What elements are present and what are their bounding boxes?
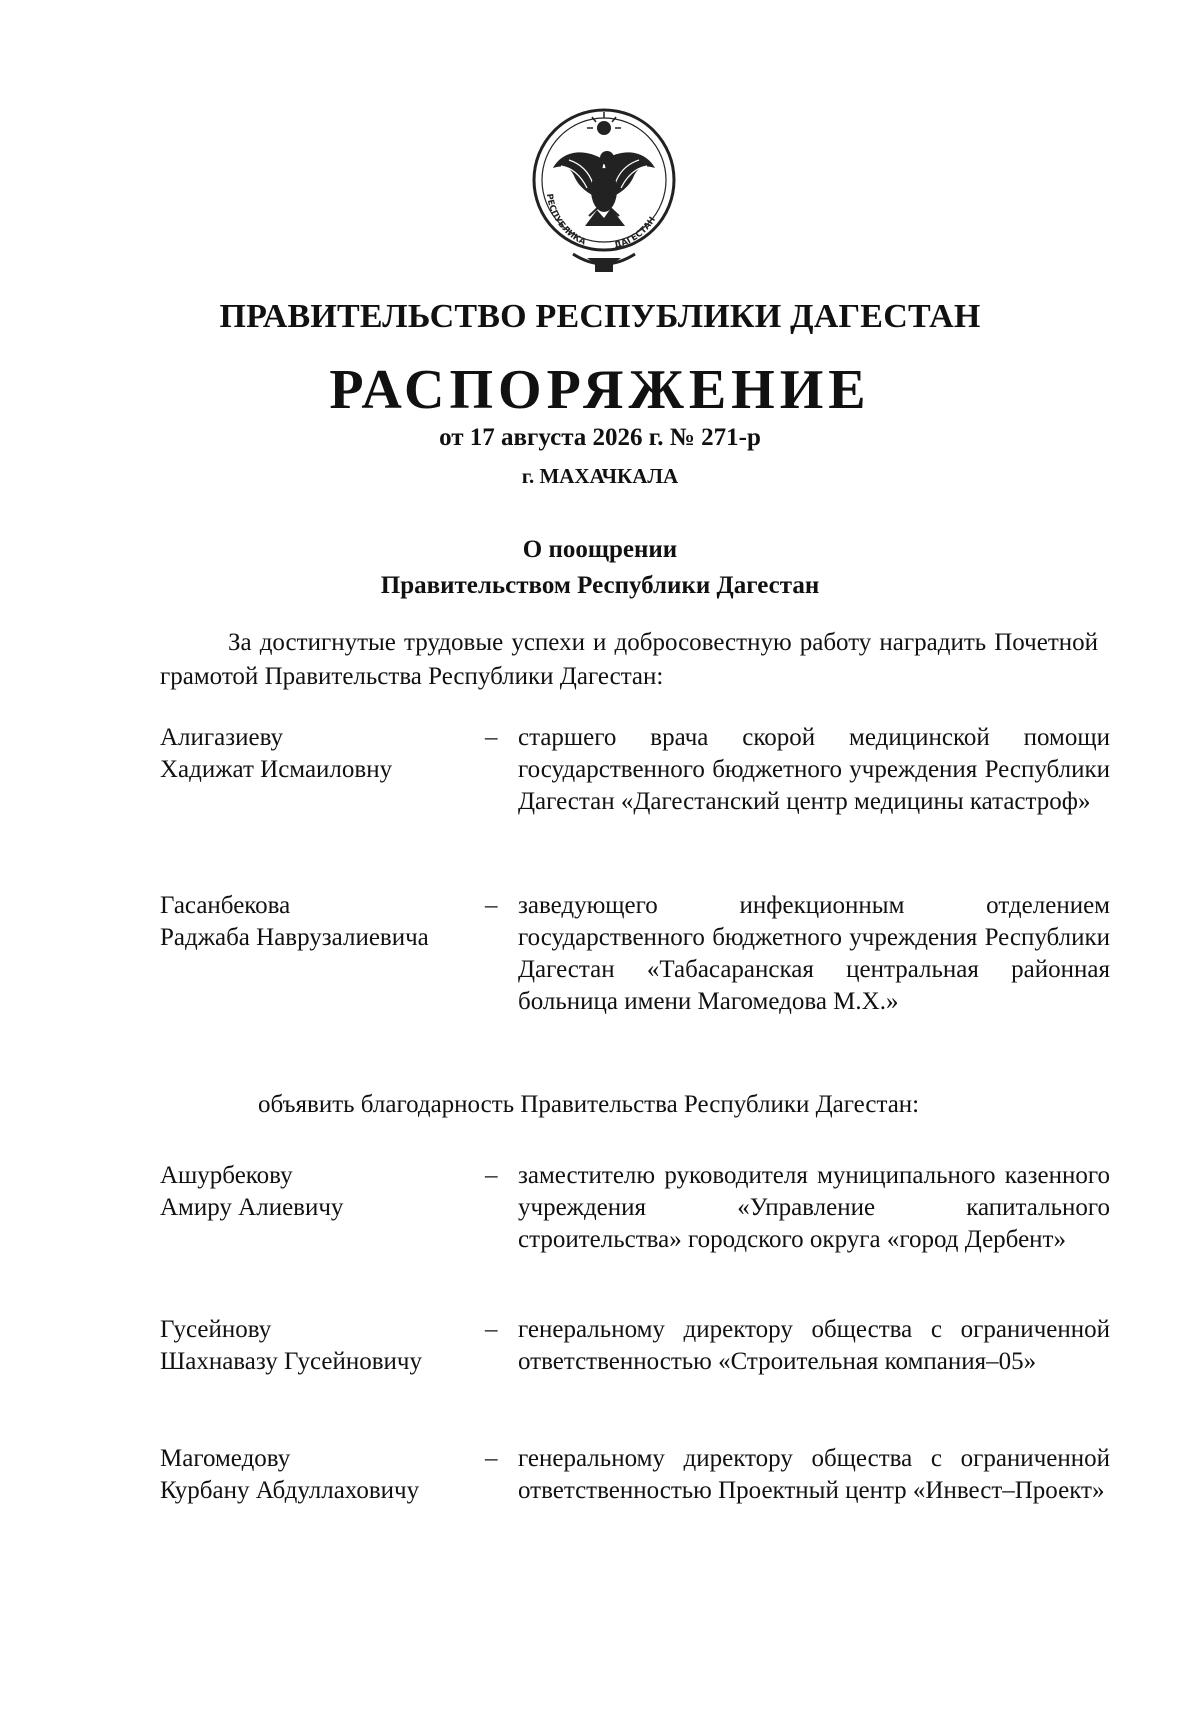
city: г. МАХАЧКАЛА [521, 464, 679, 488]
date-and-number: от 17 августа 2026 г. № 271-р [439, 424, 761, 451]
given-names: Курбану Абдуллаховичу [160, 1477, 420, 1504]
position-description: заместителю руководителя муниципального казенного учреждения «Управление капитального строительства» городского округа «город Дербент» [518, 1162, 1110, 1253]
emblem-text-right: ДАГЕСТАН [613, 215, 658, 252]
surname: Магомедову [160, 1445, 291, 1472]
thanked-name [160, 1160, 490, 1224]
surname: Ашурбекову [160, 1162, 293, 1189]
given-names: Шахнавазу Гусейновичу [160, 1348, 422, 1375]
dash: – [485, 724, 498, 751]
given-names: Амиру Алиевичу [160, 1194, 344, 1221]
government-title: ПРАВИТЕЛЬСТВО РЕСПУБЛИКИ ДАГЕСТАН [219, 298, 981, 335]
thanked-name [160, 1443, 490, 1507]
awardee-name [160, 722, 490, 786]
awardee-name [160, 890, 490, 954]
surname: Алигазиеву [160, 724, 284, 751]
surname: Гусейнову [160, 1316, 272, 1343]
dash: – [485, 1162, 498, 1189]
thanks-paragraph: объявить благодарность Правительства Республики Дагестан: [258, 1091, 920, 1118]
position-description: старшего врача скорой медицинской помощи государственного бюджетного учреждения Республики Дагестан «Дагестанский центр медицины катастроф» [518, 724, 1110, 815]
thanked-name [160, 1314, 490, 1378]
document-subject [0, 532, 1200, 604]
intro-paragraph: За достигнутые трудовые успехи и добросовестную работу наградить Почетной грамотой Правительства Республики Дагестан: [160, 629, 1098, 690]
position-description: заведующего инфекционным отделением государственного бюджетного учреждения Республики Дагестан «Табасаранская центральная районная больница имени Магомедова М.Х.» [518, 892, 1110, 1015]
dagestan-coat-of-arms-icon [525, 98, 683, 280]
emblem-text-left: РЕСПУБЛИКА [543, 193, 588, 248]
surname: Гасанбекова [160, 892, 291, 919]
dash: – [485, 1445, 498, 1472]
given-names: Раджаба Наврузалиевича [160, 924, 429, 951]
dash: – [485, 892, 498, 919]
subject-line-1: О поощрении [522, 536, 678, 563]
subject-line-2: Правительством Республики Дагестан [380, 572, 820, 599]
dash: – [485, 1316, 498, 1343]
document-type: РАСПОРЯЖЕНИЕ [329, 359, 871, 421]
position-description: генеральному директору общества с ограниченной ответственностью «Строительная компания–05» [518, 1316, 1110, 1375]
given-names: Хадижат Исмаиловну [160, 756, 393, 783]
position-description: генеральному директору общества с ограниченной ответственностью Проектный центр «Инвест–Проект» [518, 1445, 1110, 1504]
